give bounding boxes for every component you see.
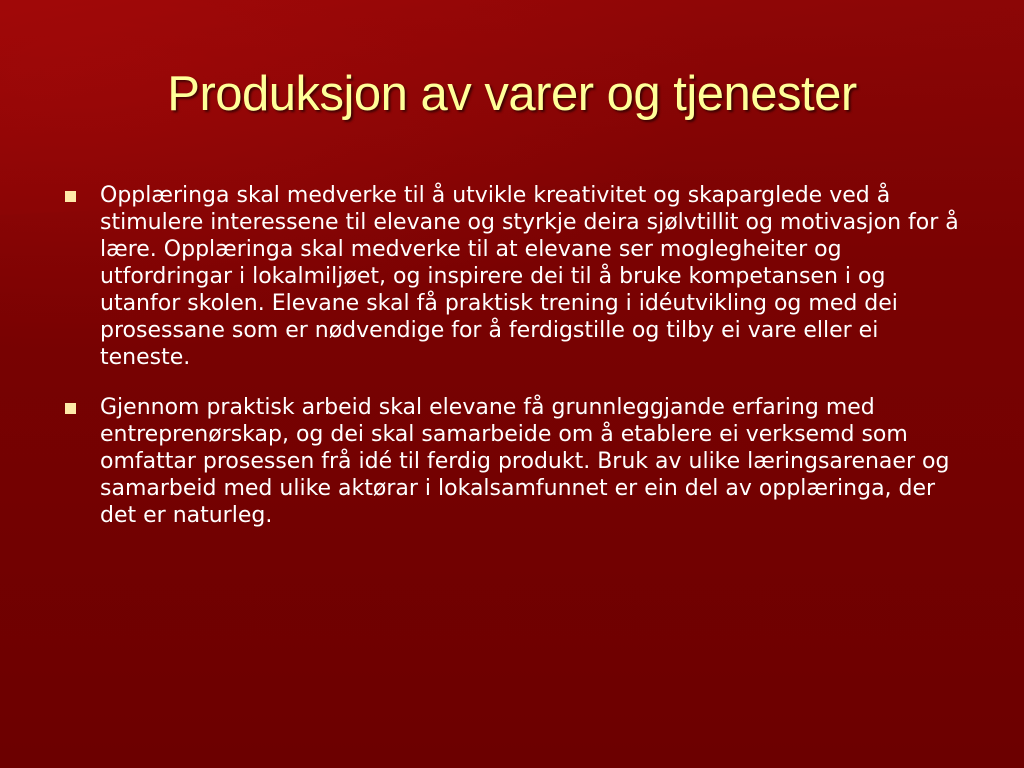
bullet-text: Opplæringa skal medverke til å utvikle kreativitet og skaparglede ved å stimulere interessene til elevane og styrkje deira sjølvtillit og motivasjon for å lære. Opplæringa skal medverke til at elevane ser moglegheiter og utfordringar i lokalmiljøet, og inspirere dei til å bruke kompetansen i og utanfor skolen. Elevane skal få praktisk trening i idéutvikling og med dei prosessane som er nødvendige for å ferdigstille og tilby ei vare eller ei teneste. bbox=[100, 183, 959, 370]
bullet-item bbox=[62, 394, 962, 529]
bullet-item bbox=[62, 182, 962, 371]
bullet-list bbox=[62, 182, 962, 552]
square-bullet-icon bbox=[65, 403, 76, 414]
slide-title: Produksjon av varer og tjenester bbox=[167, 67, 857, 121]
bullet-text: Gjennom praktisk arbeid skal elevane få grunnleggjande erfaring med entreprenørskap, og dei skal samarbeide om å etablere ei verksemd som omfattar prosessen frå idé til ferdig produkt. Bruk av ulike læringsarenaer og samarbeid med ulike aktørar i lokalsamfunnet er ein del av opplæringa, der det er naturleg. bbox=[100, 395, 950, 528]
square-bullet-icon bbox=[65, 191, 76, 202]
